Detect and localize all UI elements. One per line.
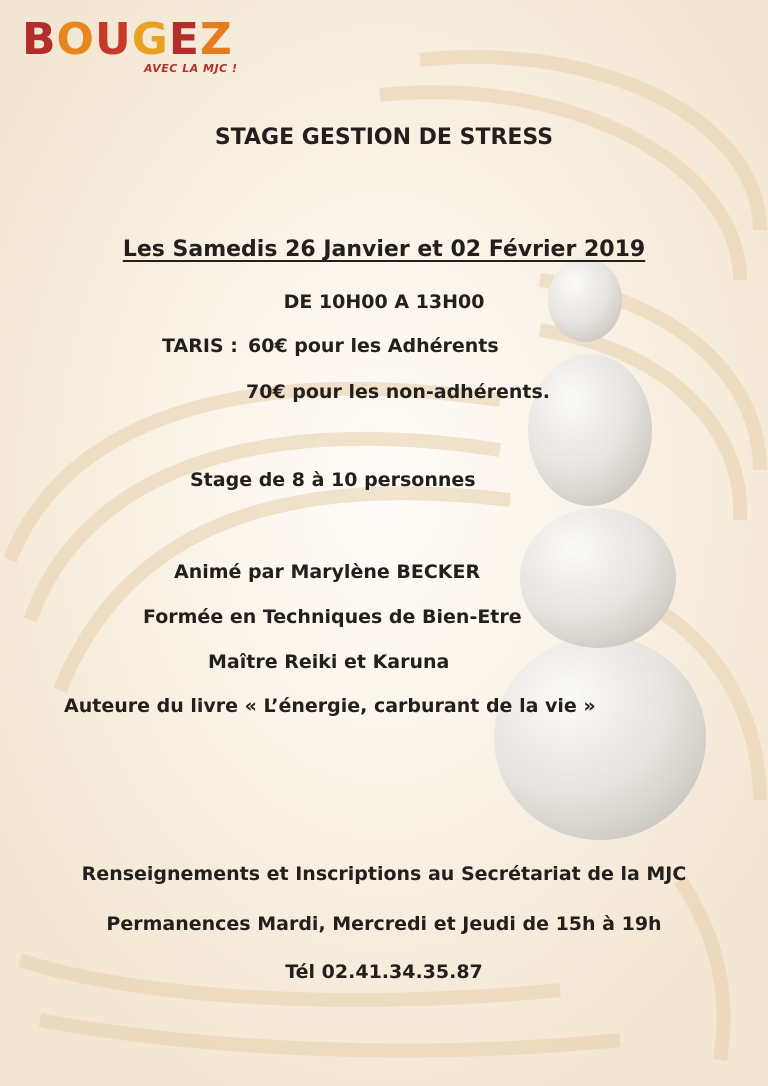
contact-info: Renseignements et Inscriptions au Secrétariat de la MJC — [81, 863, 687, 885]
tarif-non-members: 70€ pour les non-adhérents. — [246, 381, 550, 403]
reiki-master: Maître Reiki et Karuna — [208, 651, 450, 673]
bougez-logo — [22, 14, 242, 84]
logo-letter: B — [22, 14, 57, 65]
animated-by: Animé par Marylène BECKER — [174, 561, 481, 583]
logo-wordmark — [22, 14, 233, 66]
logo-tagline: AVEC LA MJC ! — [144, 62, 238, 75]
phone-number: Tél 02.41.34.35.87 — [285, 961, 483, 983]
group-size: Stage de 8 à 10 personnes — [190, 469, 476, 491]
book-author: Auteure du livre « L’énergie, carburant de la vie » — [64, 695, 596, 717]
tarifs-label: TARIS : — [162, 335, 238, 357]
logo-letter: G — [131, 14, 169, 65]
training: Formée en Techniques de Bien-Etre — [143, 606, 522, 628]
event-dates: Les Samedis 26 Janvier et 02 Février 2019 — [122, 237, 646, 262]
logo-letter: E — [168, 14, 200, 65]
office-hours: Permanences Mardi, Mercredi et Jeudi de 15h à 19h — [106, 913, 662, 935]
logo-letter: Z — [199, 14, 233, 65]
event-hours: DE 10H00 A 13H00 — [283, 291, 485, 313]
tarif-members: 60€ pour les Adhérents — [248, 335, 499, 357]
logo-letter: O — [56, 14, 95, 65]
logo-letter: U — [94, 14, 132, 65]
page-title: STAGE GESTION DE STRESS — [214, 125, 554, 150]
